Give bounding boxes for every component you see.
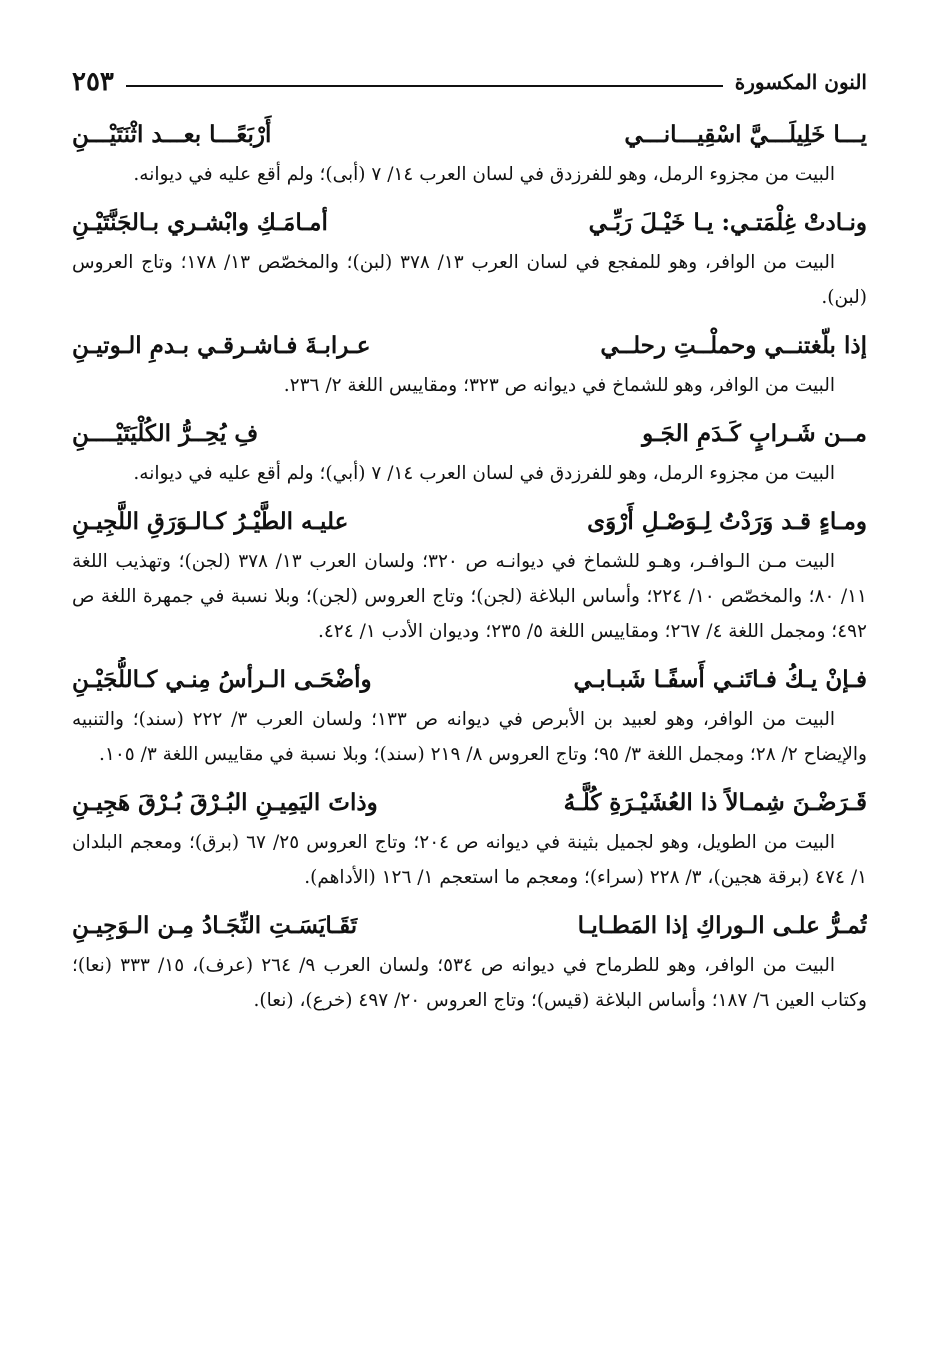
verse-entry	[72, 112, 867, 192]
section-title: النون المكسورة	[734, 70, 867, 94]
verse-second-hemistich: وأضْحَـى الـرأسُ مِنـي كـاللُّجَيْـنِ	[72, 666, 372, 693]
verse-entry	[72, 903, 867, 1018]
verse-second-hemistich: فِ يُحِــرُّ الكُلْيَتَيْــــنِ	[72, 420, 259, 447]
verse-note: البيت من مجزوء الرمل، وهو للفرزدق في لسان العرب ١٤/ ٧ (أبى)؛ ولم أقع عليه في ديوانه.	[133, 164, 835, 185]
verse-first-hemistich: فـإنْ يـكُ فـاتَنـي أَسفًـا شَبـابـي	[573, 666, 867, 693]
verse-first-hemistich: ونـادتْ غِلْمَتـي: يـا خَيْـلَ رَبِّـي	[588, 209, 867, 236]
verse-second-hemistich: أمـامَـكِ وابْشـري بـالجَنَّتَيْـنِ	[72, 209, 328, 236]
verse-note: البيت من الوافر، وهو للطرماح في ديوانه ص ٥٣٤؛ ولسان العرب ٩/ ٢٦٤ (عرف)، ١٥/ ٣٣٣ (نعا)؛ وكتاب العين ٦/ ١٨٧؛ وأساس البلاغة (قيس)؛ وتاج العروس ٢٠/ ٤٩٧ (خرع)، (نعا).	[72, 955, 867, 1011]
verse-first-hemistich: يـــا خَلِيلَـــيَّ اسْقِيـــانـــي	[624, 121, 867, 148]
page-body	[72, 112, 867, 1026]
verse-line	[72, 200, 867, 245]
verse-first-hemistich: قَـرَضْـنَ شِمـالاً ذا العُشَيْـرَةِ كُلَّـهُ	[563, 789, 867, 816]
verse-note: البيت من الطويل، وهو لجميل بثينة في ديوانه ص ٢٠٤؛ وتاج العروس ٢٥/ ٦٧ (برق)؛ ومعجم البلدان ١/ ٤٧٤ (برقة هجين)، ٣/ ٢٢٨ (سراء)؛ ومعجم ما استعجم ١/ ١٢٦ (الأداهم).	[72, 832, 867, 888]
verse-second-hemistich: وذاتَ اليَمِيـنِ البُـرْقَ بُـرْقَ هَجِيـنِ	[72, 789, 378, 816]
verse-first-hemistich: إذا بلّغتنــي وحملْــتِ رحلــي	[600, 332, 867, 359]
verse-line	[72, 112, 867, 157]
verse-entry	[72, 657, 867, 772]
verse-first-hemistich: تُمـرُّ علـى الـوراكِ إذا المَطـايـا	[577, 912, 867, 939]
verse-entry	[72, 200, 867, 315]
verse-note: البيت من الوافر، وهو للمفجع في لسان العرب ١٣/ ٣٧٨ (لبن)؛ والمخصّص ١٣/ ١٧٨؛ وتاج العروس (لبن).	[72, 252, 867, 308]
verse-second-hemistich: عليـه الطَّيْـرُ كـالـوَرَقِ اللَّجِيـنِ	[72, 508, 349, 535]
verse-first-hemistich: مــن شَـرابٍ كَـدَمِ الجَـو	[642, 420, 867, 447]
verse-note: البيت من الوافر، وهو لعبيد بن الأبرص في ديوانه ص ١٣٣؛ ولسان العرب ٣/ ٢٢٢ (سند)؛ والتنبيه والإيضاح ٢/ ٢٨؛ ومجمل اللغة ٣/ ٩٥؛ وتاج العروس ٨/ ٢١٩ (سند)؛ وبلا نسبة في مقاييس اللغة ٣/ ١٠٥.	[72, 709, 867, 765]
verse-note: البيت من مجزوء الرمل، وهو للفرزدق في لسان العرب ١٤/ ٧ (أبي)؛ ولم أقع عليه في ديوانه.	[133, 463, 835, 484]
verse-line	[72, 323, 867, 368]
verse-first-hemistich: ومـاءٍ قـد وَرَدْتُ لِـوَصْـلِ أَرْوَى	[587, 508, 867, 535]
verse-second-hemistich: تَقَـايَسَـتِ النِّجَـادُ مِـن الـوَجِيـنِ	[72, 912, 358, 939]
verse-second-hemistich: أَرْبَعًـــا بعـــد اثْنَتَيْـــنِ	[72, 121, 272, 148]
page-number: ٢٥٣	[72, 67, 114, 97]
verse-line	[72, 499, 867, 544]
header-rule	[126, 85, 723, 87]
verse-second-hemistich: عـرابـةَ فـاشـرقـي بـدمِ الـوتيـنِ	[72, 332, 371, 359]
verse-line	[72, 411, 867, 456]
verse-line	[72, 657, 867, 702]
verse-line	[72, 903, 867, 948]
verse-entry	[72, 323, 867, 403]
verse-note: البيت من الوافر، وهو للشماخ في ديوانه ص ٣٢٣؛ ومقاييس اللغة ٢/ ٢٣٦.	[283, 375, 835, 396]
verse-entry	[72, 411, 867, 491]
verse-entry	[72, 780, 867, 895]
verse-entry	[72, 499, 867, 649]
verse-line	[72, 780, 867, 825]
verse-note: البيت مـن الـوافـر، وهـو للشماخ في ديوانـه ص ٣٢٠؛ ولسان العرب ١٣/ ٣٧٨ (لجن)؛ وتهذيب اللغة ١١/ ٨٠؛ والمخصّص ١٠/ ٢٢٤؛ وأساس البلاغة (لجن)؛ وتاج العروس (لجن)؛ وبلا نسبة في جمهرة اللغة ص ٤٩٢؛ ومجمل اللغة ٤/ ٢٦٧؛ ومقاييس اللغة ٥/ ٢٣٥؛ وديوان الأدب ١/ ٤٢٤.	[72, 551, 867, 642]
page-header	[72, 62, 867, 102]
